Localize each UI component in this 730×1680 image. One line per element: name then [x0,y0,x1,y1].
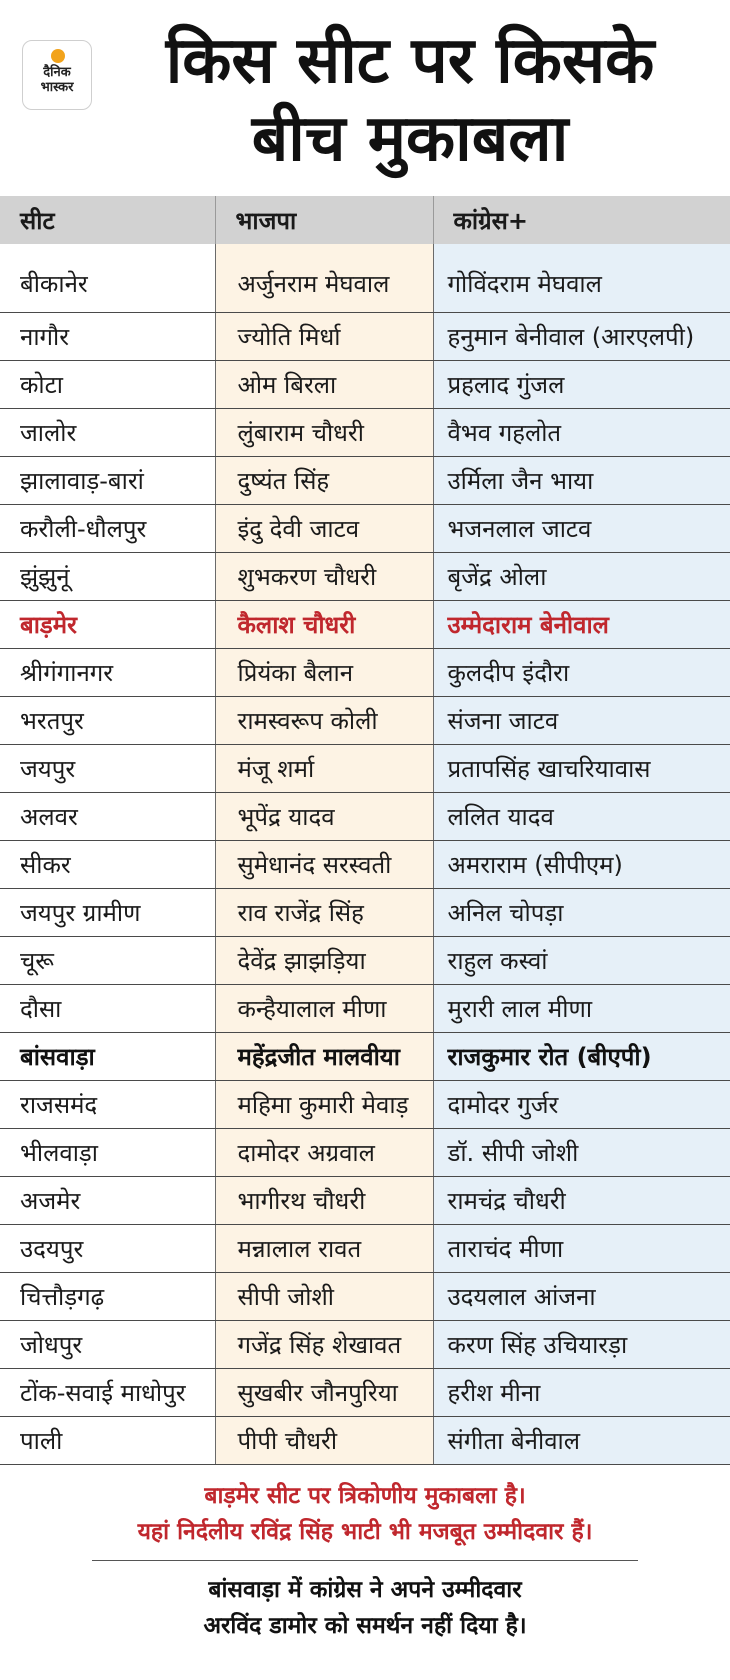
barmer-note-line-1: बाड़मेर सीट पर त्रिकोणीय मुकाबला है। [204,1483,526,1509]
bjp-candidate-cell: इंदु देवी जाटव [215,505,433,553]
banswara-note-line-2: अरविंद डामोर को समर्थन नहीं दिया है। [203,1613,527,1639]
table-row [0,1033,730,1081]
barmer-note [0,1478,730,1550]
column-header-bjp: भाजपा [215,196,433,244]
congress-candidate-cell: ताराचंद मीणा [433,1225,730,1273]
logo-text [23,65,91,95]
seat-cell: राजसमंद [0,1081,215,1129]
seat-cell: करौली-धौलपुर [0,505,215,553]
congress-candidate-cell: उम्मेदाराम बेनीवाल [433,601,730,649]
bjp-candidate-cell: देवेंद्र झाझड़िया [215,937,433,985]
congress-candidate-cell: डॉ. सीपी जोशी [433,1129,730,1177]
column-header-seat: सीट [0,196,215,244]
table-row [0,1177,730,1225]
barmer-note-line-2: यहां निर्दलीय रविंद्र सिंह भाटी भी मजबूत उम्मीदवार हैं। [137,1519,593,1545]
table-row [0,841,730,889]
bjp-candidate-cell: महिमा कुमारी मेवाड़ [215,1081,433,1129]
seat-cell: टोंक-सवाई माधोपुर [0,1369,215,1417]
congress-candidate-cell: उदयलाल आंजना [433,1273,730,1321]
table-row [0,937,730,985]
header [0,0,730,196]
congress-candidate-cell: बृजेंद्र ओला [433,553,730,601]
seat-cell: उदयपुर [0,1225,215,1273]
table-row [0,745,730,793]
seat-cell: भीलवाड़ा [0,1129,215,1177]
congress-candidate-cell: मुरारी लाल मीणा [433,985,730,1033]
congress-candidate-cell: हनुमान बेनीवाल (आरएलपी) [433,313,730,361]
table-row [0,697,730,745]
seat-cell: पाली [0,1417,215,1465]
table-row [0,985,730,1033]
logo-text-line-1: दैनिक [43,65,71,80]
congress-candidate-cell: वैभव गहलोत [433,409,730,457]
congress-candidate-cell: प्रतापसिंह खाचरियावास [433,745,730,793]
column-header-congress: कांग्रेस+ [433,196,730,244]
dainik-bhaskar-logo [22,40,92,110]
seat-cell: झालावाड़-बारां [0,457,215,505]
table-row [0,409,730,457]
seat-cell: भरतपुर [0,697,215,745]
bjp-candidate-cell: मन्नालाल रावत [215,1225,433,1273]
banswara-note [0,1572,730,1644]
congress-candidate-cell: ललित यादव [433,793,730,841]
bjp-candidate-cell: सुखबीर जौनपुरिया [215,1369,433,1417]
bjp-candidate-cell: सुमेधानंद सरस्वती [215,841,433,889]
seat-cell: जोधपुर [0,1321,215,1369]
bjp-candidate-cell: महेंद्रजीत मालवीया [215,1033,433,1081]
seat-cell: कोटा [0,361,215,409]
congress-candidate-cell: राहुल कस्वां [433,937,730,985]
congress-candidate-cell: अमराराम (सीपीएम) [433,841,730,889]
table-row [0,1321,730,1369]
seat-cell: झुंझुनूं [0,553,215,601]
congress-candidate-cell: करण सिंह उचियारड़ा [433,1321,730,1369]
title-line-1: किस सीट पर किसके [165,24,655,98]
seat-cell: चित्तौड़गढ़ [0,1273,215,1321]
bjp-candidate-cell: दामोदर अग्रवाल [215,1129,433,1177]
bjp-candidate-cell: सीपी जोशी [215,1273,433,1321]
table-row [0,553,730,601]
table-row [0,1273,730,1321]
congress-candidate-cell: प्रहलाद गुंजल [433,361,730,409]
congress-candidate-cell: उर्मिला जैन भाया [433,457,730,505]
table-row [0,889,730,937]
table-row [0,1129,730,1177]
seat-cell: बांसवाड़ा [0,1033,215,1081]
seat-cell: अजमेर [0,1177,215,1225]
bjp-candidate-cell: पीपी चौधरी [215,1417,433,1465]
divider [92,1560,638,1561]
congress-candidate-cell: रामचंद्र चौधरी [433,1177,730,1225]
logo-text-line-2: भास्कर [40,80,74,95]
seat-cell: बीकानेर [0,244,215,313]
seat-cell: चूरू [0,937,215,985]
seat-cell: जयपुर ग्रामीण [0,889,215,937]
bjp-candidate-cell: लुंबाराम चौधरी [215,409,433,457]
bjp-candidate-cell: प्रियंका बैलान [215,649,433,697]
table-row [0,1081,730,1129]
bjp-candidate-cell: कैलाश चौधरी [215,601,433,649]
sun-icon [51,49,65,63]
congress-candidate-cell: संजना जाटव [433,697,730,745]
seat-cell: जालोर [0,409,215,457]
table-row [0,313,730,361]
bjp-candidate-cell: शुभकरण चौधरी [215,553,433,601]
bjp-candidate-cell: रामस्वरूप कोली [215,697,433,745]
table-row [0,505,730,553]
bjp-candidate-cell: कन्हैयालाल मीणा [215,985,433,1033]
banswara-note-line-1: बांसवाड़ा में कांग्रेस ने अपने उम्मीदवार [208,1577,522,1603]
table-row [0,601,730,649]
bjp-candidate-cell: भूपेंद्र यादव [215,793,433,841]
seat-cell: जयपुर [0,745,215,793]
seat-contest-table [0,196,730,1465]
bjp-candidate-cell: ओम बिरला [215,361,433,409]
congress-candidate-cell: संगीता बेनीवाल [433,1417,730,1465]
congress-candidate-cell: भजनलाल जाटव [433,505,730,553]
congress-candidate-cell: दामोदर गुर्जर [433,1081,730,1129]
bjp-candidate-cell: गजेंद्र सिंह शेखावत [215,1321,433,1369]
seat-cell: अलवर [0,793,215,841]
table-row [0,649,730,697]
seat-cell: श्रीगंगानगर [0,649,215,697]
table-row [0,361,730,409]
congress-candidate-cell: राजकुमार रोत (बीएपी) [433,1033,730,1081]
congress-candidate-cell: अनिल चोपड़ा [433,889,730,937]
seat-cell: दौसा [0,985,215,1033]
congress-candidate-cell: कुलदीप इंदौरा [433,649,730,697]
page-title [110,22,710,178]
bjp-candidate-cell: भागीरथ चौधरी [215,1177,433,1225]
table-row [0,1225,730,1273]
title-line-2: बीच मुकाबला [251,102,569,176]
bjp-candidate-cell: दुष्यंत सिंह [215,457,433,505]
bjp-candidate-cell: राव राजेंद्र सिंह [215,889,433,937]
seat-cell: सीकर [0,841,215,889]
bjp-candidate-cell: मंजू शर्मा [215,745,433,793]
table-row [0,793,730,841]
table-row [0,1417,730,1465]
bjp-candidate-cell: अर्जुनराम मेघवाल [215,244,433,313]
seat-cell: नागौर [0,313,215,361]
table-header-row [0,196,730,244]
congress-candidate-cell: गोविंदराम मेघवाल [433,244,730,313]
congress-candidate-cell: हरीश मीना [433,1369,730,1417]
table-row [0,1369,730,1417]
table-row [0,457,730,505]
table-row [0,244,730,313]
seat-cell: बाड़मेर [0,601,215,649]
bjp-candidate-cell: ज्योति मिर्धा [215,313,433,361]
